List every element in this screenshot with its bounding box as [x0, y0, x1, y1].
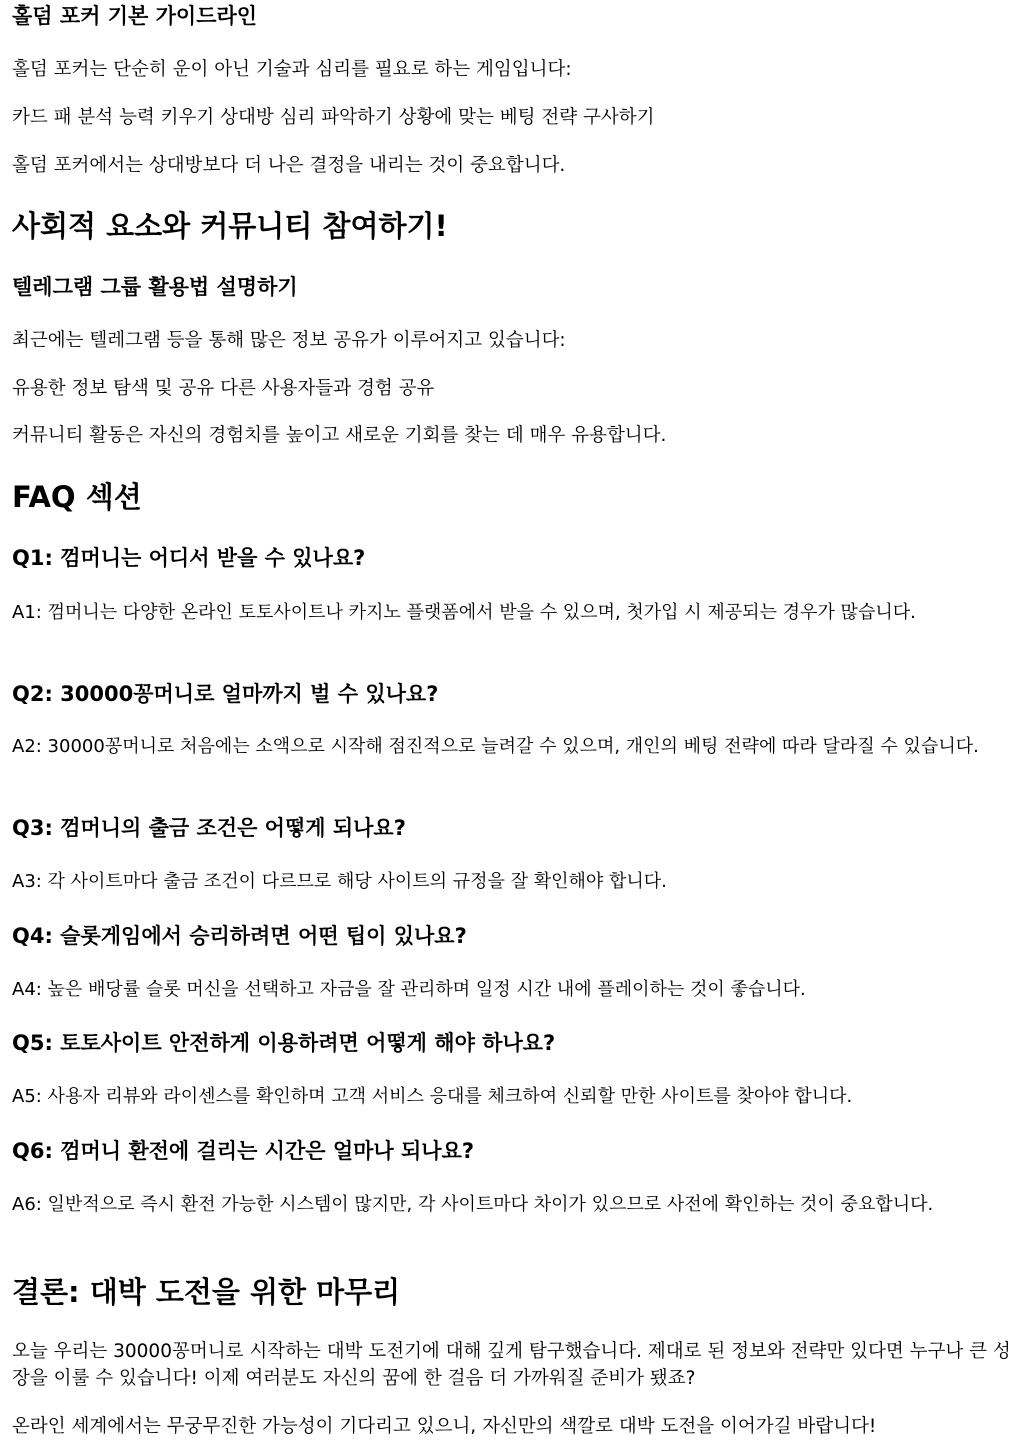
- faq-question-1: Q1: 껌머니는 어디서 받을 수 있나요?: [12, 546, 366, 570]
- faq-answer-2: A2: 30000꽁머니로 처음에는 소액으로 시작해 점진적으로 늘려갈 수 있으며, 개인의 베팅 전략에 따라 달라질 수 있습니다.: [12, 736, 979, 757]
- faq-question-5: Q5: 토토사이트 안전하게 이용하려면 어떻게 해야 하나요?: [12, 1031, 556, 1055]
- faq-answer-1: A1: 껌머니는 다양한 온라인 토토사이트나 카지노 플랫폼에서 받을 수 있으며, 첫가입 시 제공되는 경우가 많습니다.: [12, 602, 916, 623]
- social-heading: 사회적 요소와 커뮤니티 참여하기!: [12, 209, 448, 243]
- faq-answer-4: A4: 높은 배당률 슬롯 머신을 선택하고 자금을 잘 관리하며 일정 시간 내에 플레이하는 것이 좋습니다.: [12, 979, 806, 1000]
- conclusion-paragraph-2: 온라인 세계에서는 무궁무진한 가능성이 기다리고 있으니, 자신만의 색깔로 대박 도전을 이어가길 바랍니다!: [12, 1416, 877, 1437]
- poker-guide-heading: 홀덤 포커 기본 가이드라인: [12, 4, 258, 28]
- faq-answer-5: A5: 사용자 리뷰와 라이센스를 확인하며 고객 서비스 응대를 체크하여 신뢰할 만한 사이트를 찾아야 합니다.: [12, 1086, 853, 1107]
- faq-heading: FAQ 섹션: [12, 480, 142, 514]
- poker-guide-tips: 카드 패 분석 능력 키우기 상대방 심리 파악하기 상황에 맞는 베팅 전략 구사하기: [12, 107, 655, 128]
- telegram-intro: 최근에는 텔레그램 등을 통해 많은 정보 공유가 이루어지고 있습니다:: [12, 330, 566, 351]
- faq-question-6: Q6: 껌머니 환전에 걸리는 시간은 얼마나 되나요?: [12, 1139, 475, 1163]
- telegram-tips: 유용한 정보 탐색 및 공유 다른 사용자들과 경험 공유: [12, 378, 435, 399]
- faq-answer-6: A6: 일반적으로 즉시 환전 가능한 시스템이 많지만, 각 사이트마다 차이가 있으므로 사전에 확인하는 것이 중요합니다.: [12, 1194, 934, 1215]
- faq-question-2: Q2: 30000꽁머니로 얼마까지 벌 수 있나요?: [12, 682, 439, 706]
- telegram-subheading: 텔레그램 그룹 활용법 설명하기: [12, 275, 298, 299]
- faq-question-4: Q4: 슬롯게임에서 승리하려면 어떤 팁이 있나요?: [12, 924, 467, 948]
- community-summary: 커뮤니티 활동은 자신의 경험치를 높이고 새로운 기회를 찾는 데 매우 유용합니다.: [12, 425, 667, 446]
- faq-answer-3: A3: 각 사이트마다 출금 조건이 다르므로 해당 사이트의 규정을 잘 확인해야 합니다.: [12, 871, 667, 892]
- conclusion-paragraph-1: 오늘 우리는 30000꽁머니로 시작하는 대박 도전기에 대해 깊게 탐구했습니다. 제대로 된 정보와 전략만 있다면 누구나 큰 성장을 이룰 수 있습니다! 이제 여러분도 자신의 꿈에 한 걸음 더 가까워질 준비가 됐죠?: [12, 1341, 1011, 1389]
- poker-guide-intro: 홀덤 포커는 단순히 운이 아닌 기술과 심리를 필요로 하는 게임입니다:: [12, 59, 572, 80]
- faq-question-3: Q3: 껌머니의 출금 조건은 어떻게 되나요?: [12, 816, 406, 840]
- poker-guide-summary: 홀덤 포커에서는 상대방보다 더 나은 결정을 내리는 것이 중요합니다.: [12, 155, 566, 176]
- conclusion-heading: 결론: 대박 도전을 위한 마무리: [12, 1275, 401, 1309]
